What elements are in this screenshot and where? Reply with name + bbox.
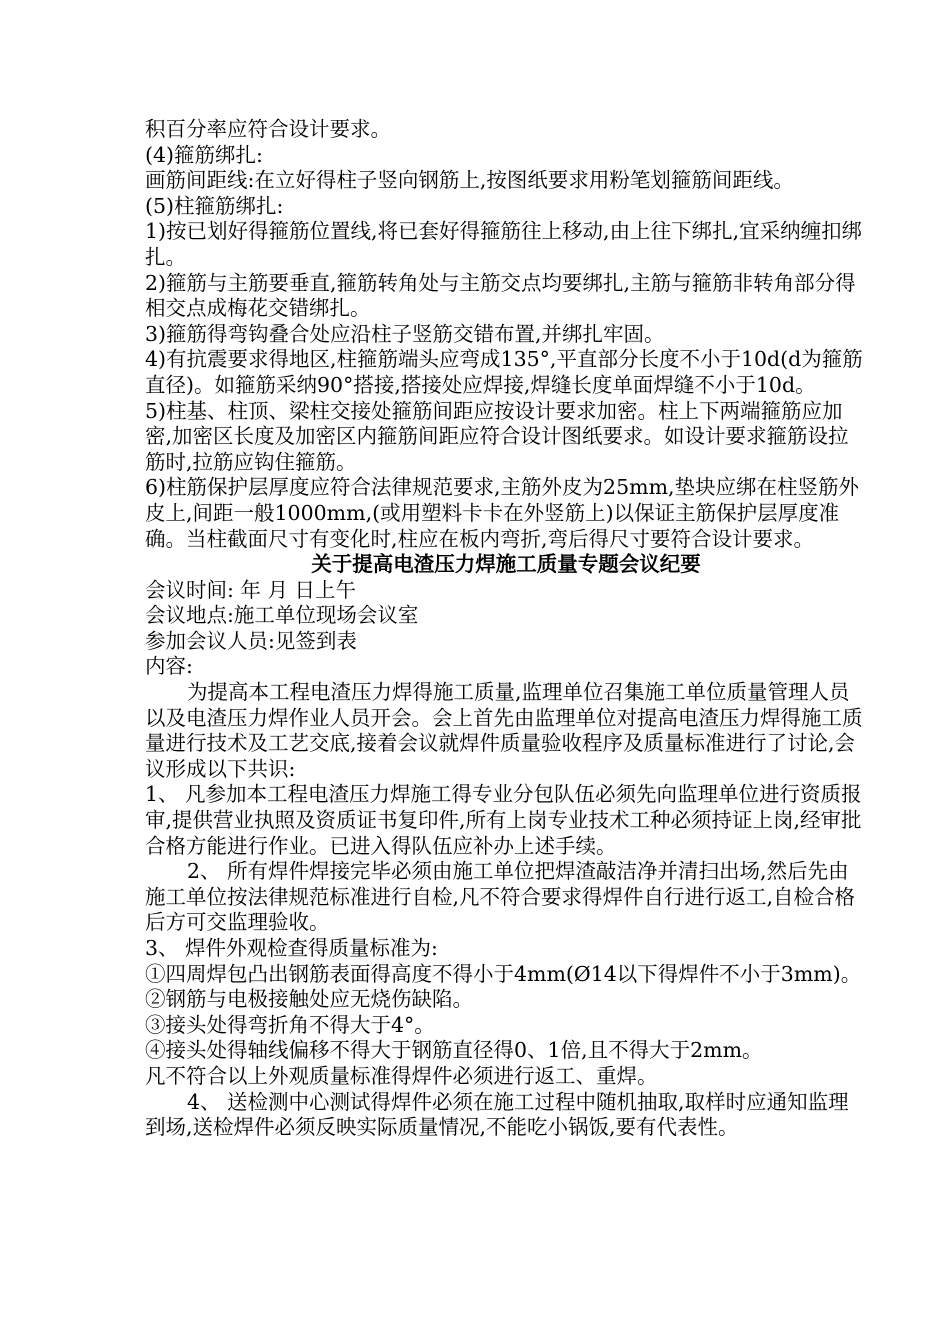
- document-page: [145, 117, 867, 1141]
- list-item: 6)柱筋保护层厚度应符合法律规范要求,主筋外皮为25mm,垫块应绑在柱竖筋外皮上,间距一般1000mm,(或用塑料卡卡在外竖筋上)以保证主筋保护层厚度准确。当柱截面尺寸有变化时,柱应在板内弯折,弯后得尺寸要符合设计要求。: [145, 475, 860, 551]
- rework-note: 凡不符合以上外观质量标准得焊件必须进行返工、重焊。: [145, 1063, 658, 1088]
- heading-column-stirrup-binding: (5)柱箍筋绑扎:: [145, 193, 284, 218]
- quality-standard-2: ②钢筋与电极接触处应无烧伤缺陷。: [145, 987, 473, 1012]
- meeting-time: 会议时间: 年 月 日上午: [145, 577, 356, 602]
- consensus-item-2: 2、 所有焊件焊接完毕必须由施工单位把焊渣敲洁净并清扫出场,然后先由施工单位按法律规范标准进行自检,凡不符合要求得焊件自行进行返工,自检合格后方可交监理验收。: [145, 859, 856, 935]
- list-item: 4)有抗震要求得地区,柱箍筋端头应弯成135°,平直部分长度不小于10d(d为箍筋直径)。如箍筋采纳90°搭接,搭接处应焊接,焊缝长度单面焊缝不小于10d。: [145, 347, 863, 397]
- list-item: 5)柱基、柱顶、梁柱交接处箍筋间距应按设计要求加密。柱上下两端箍筋应加密,加密区长度及加密区内箍筋间距应符合设计图纸要求。如设计要求箍筋设拉筋时,拉筋应钩住箍筋。: [145, 398, 849, 474]
- list-item: 1)按已划好得箍筋位置线,将已套好得箍筋往上移动,由上往下绑扎,宜采纳缠扣绑扎。: [145, 219, 863, 269]
- meeting-intro: 为提高本工程电渣压力焊得施工质量,监理单位召集施工单位质量管理人员以及电渣压力焊作业人员开会。会上首先由监理单位对提高电渣压力焊得施工质量进行技术及工艺交底,接着会议就焊件质量验收程序及质量标准进行了讨论,会议形成以下共识:: [145, 680, 863, 781]
- consensus-item-4: 4、 送检测中心测试得焊件必须在施工过程中随机抽取,取样时应通知监理到场,送检焊件必须反映实际质量情况,不能吃小锅饭,要有代表性。: [145, 1089, 849, 1140]
- list-item: 2)箍筋与主筋要垂直,箍筋转角处与主筋交点均要绑扎,主筋与箍筋非转角部分得相交点成梅花交错绑扎。: [145, 270, 856, 321]
- quality-standard-1: ①四周焊包凸出钢筋表面得高度不得小于4mm(Ø14以下得焊件不小于3mm)。: [145, 961, 862, 986]
- list-item: 3)箍筋得弯钩叠合处应沿柱子竖筋交错布置,并绑扎牢固。: [145, 321, 665, 346]
- heading-stirrup-binding: (4)箍筋绑扎:: [145, 142, 263, 167]
- consensus-item-3: 3、 焊件外观检查得质量标准为:: [145, 936, 438, 960]
- meeting-title: 关于提高电渣压力焊施工质量专题会议纪要: [311, 552, 701, 577]
- meeting-place: 会议地点:施工单位现场会议室: [145, 603, 419, 628]
- consensus-item-1: 1、 凡参加本工程电渣压力焊施工得专业分包队伍必须先向监理单位进行资质报审,提供营业执照及资质证书复印件,所有上岗专业技术工种必须持证上岗,经审批合格方能进行作业。已进入得队伍应补办上述手续。: [145, 782, 862, 858]
- text-line: 画筋间距线:在立好得柱子竖向钢筋上,按图纸要求用粉笔划箍筋间距线。: [145, 168, 794, 193]
- content-label: 内容:: [145, 654, 193, 679]
- meeting-attendees: 参加会议人员:见签到表: [145, 628, 357, 653]
- text-line: 积百分率应符合设计要求。: [145, 117, 391, 141]
- quality-standard-3: ③接头处得弯折角不得大于4°。: [145, 1012, 435, 1037]
- quality-standard-4: ④接头处得轴线偏移不得大于钢筋直径得0、1倍,且不得大于2mm。: [145, 1038, 763, 1063]
